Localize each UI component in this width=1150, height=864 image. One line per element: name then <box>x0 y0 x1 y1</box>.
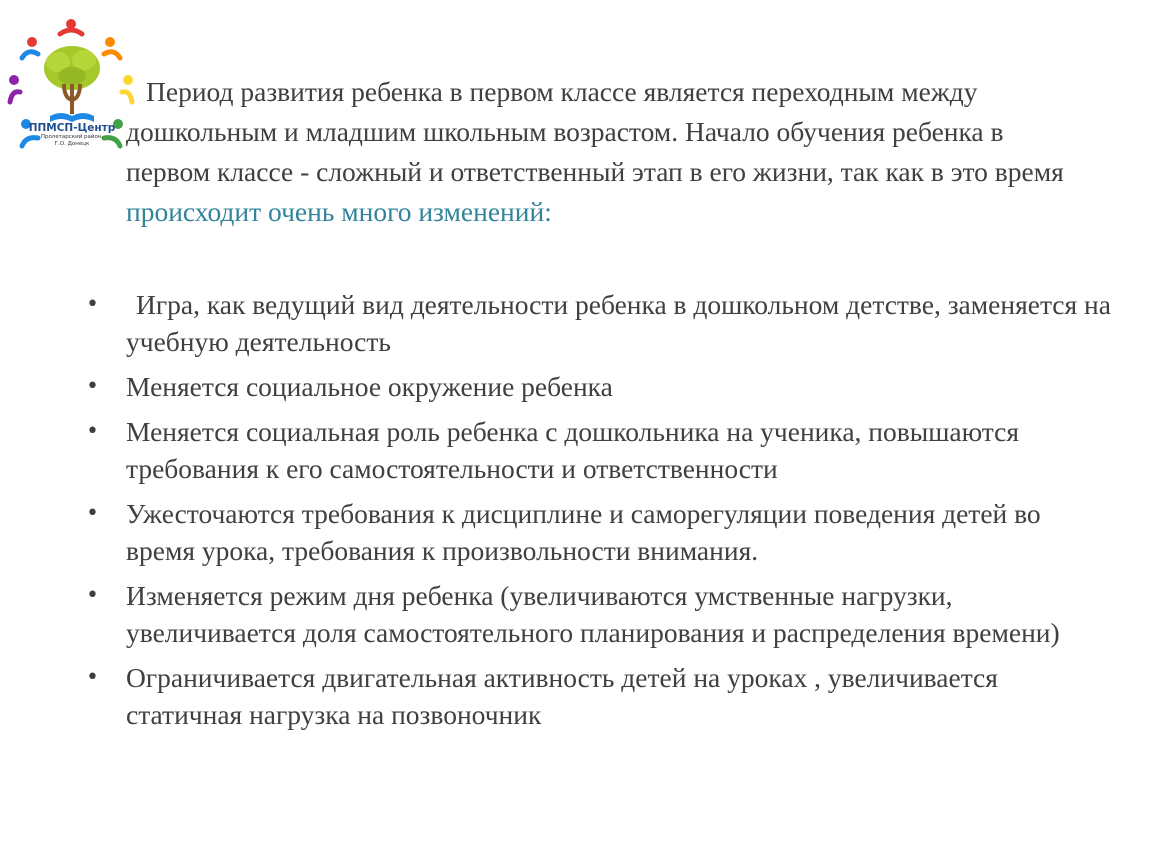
logo-subtitle-line1: Пролетарский район, <box>40 134 104 140</box>
intro-paragraph <box>126 72 1086 232</box>
bullet-icon: • <box>86 665 99 690</box>
bullet-icon: • <box>86 292 99 317</box>
list-item-text: Ограничивается двигательная активность детей на уроках , увеличивается статичная нагрузка на позвоночник <box>126 662 998 730</box>
list-item-text: Игра, как ведущий вид деятельности ребенка в дошкольном детстве, заменяется на учебную деятельность <box>126 289 1111 357</box>
list-item <box>86 495 1116 569</box>
bullet-icon: • <box>86 419 99 444</box>
list-item-text: Меняется социальная роль ребенка с дошкольника на ученика, повышаются требования к его самостоятельности и ответственности <box>126 416 1019 484</box>
list-item <box>86 413 1116 487</box>
logo-caption <box>26 122 118 147</box>
list-item-text: Меняется социальное окружение ребенка <box>126 371 613 402</box>
list-item-text: Изменяется режим дня ребенка (увеличиваются умственные нагрузки, увеличивается доля самостоятельного планирования и распределения времени) <box>126 580 1060 648</box>
bullet-icon: • <box>86 583 99 608</box>
list-item <box>86 286 1116 360</box>
list-item <box>86 577 1116 651</box>
bullet-icon: • <box>86 374 99 399</box>
intro-lead-text: Период развития ребенка в первом классе является переходным между дошкольным и младшим школьным возрастом. Начало обучения ребенка в первом классе - сложный и ответственный этап в его жизни, так как в это время <box>126 76 1064 187</box>
changes-list <box>86 286 1116 741</box>
list-item <box>86 368 1116 405</box>
organization-logo <box>0 14 142 164</box>
list-item <box>86 659 1116 733</box>
bullet-icon: • <box>86 501 99 526</box>
logo-tree <box>44 46 100 122</box>
logo-subtitle-line2: Г.О. Донецк <box>54 140 90 147</box>
intro-accent-text: происходит очень много изменений: <box>126 196 552 227</box>
list-item-text: Ужесточаются требования к дисциплине и саморегуляции поведения детей во время урока, требования к произвольности внимания. <box>126 498 1041 566</box>
logo-name: ППМСП-Центр <box>28 122 116 134</box>
